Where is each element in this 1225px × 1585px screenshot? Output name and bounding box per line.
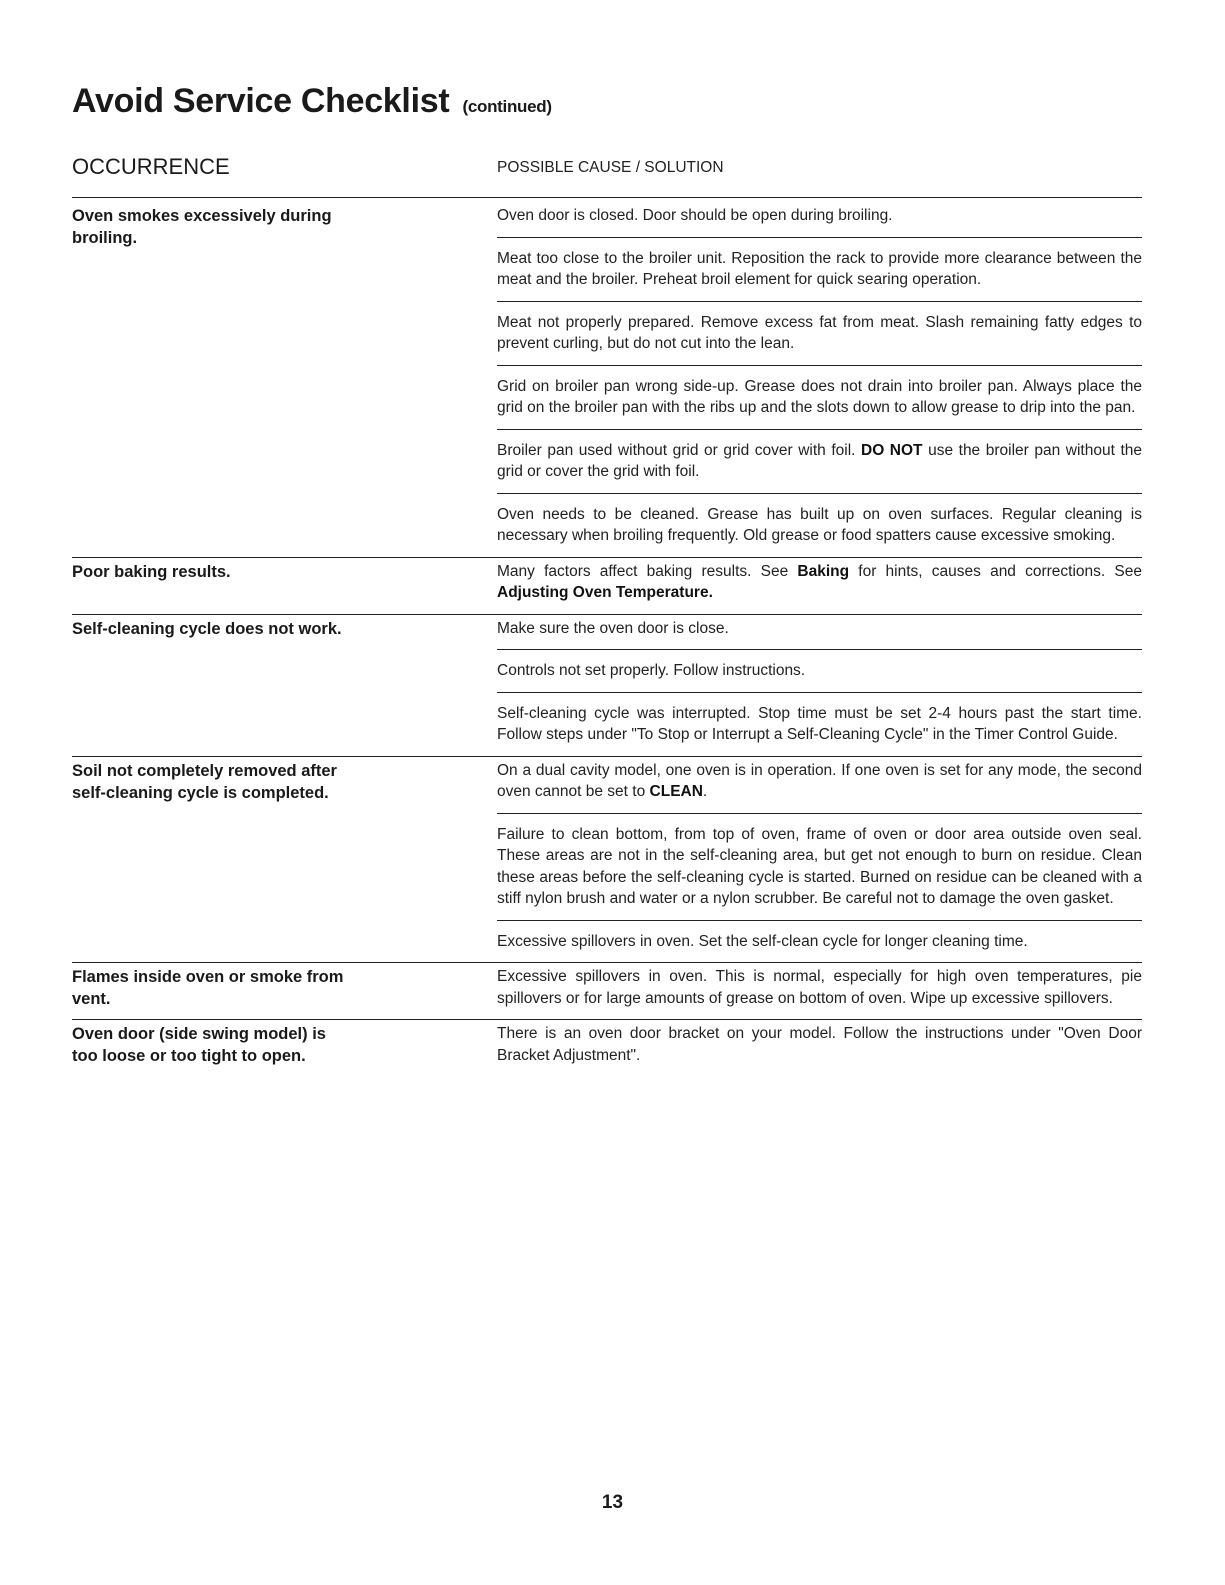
occurrence-text: Soil not completely removed after self-cleaning cycle is completed. xyxy=(72,761,337,802)
solution-text: Meat not properly prepared. Remove excess fat from meat. Slash remaining fatty edges to prevent curling, but do not cut into the lean. xyxy=(497,313,1142,352)
solution-text: Failure to clean bottom, from top of oven, frame of oven or door area outside oven seal. These areas are not in the self-cleaning area, but get not enough to burn on residue. Clean these areas before the self-cleaning cycle is started. Burned on residue can be cleaned with a stiff nylon brush and water or a nylon scrubber. Be careful not to damage the oven gasket. xyxy=(497,825,1142,907)
solution-text: . xyxy=(702,783,708,800)
solution-text: There is an oven door bracket on your model. Follow the instructions under "Oven Door Bracket Adjustment". xyxy=(497,1025,1142,1064)
solution-text: Excessive spillovers in oven. This is normal, especially for high oven temperatures, pie spillovers or for large amounts of grease on bottom of oven. Wipe up excessive spillovers. xyxy=(497,968,1142,1007)
occurrence-text: Self-cleaning cycle does not work. xyxy=(72,619,342,638)
solution-column-header: POSSIBLE CAUSE / SOLUTION xyxy=(497,159,724,176)
solution-item xyxy=(497,365,1142,429)
solution-text: Controls not set properly. Follow instructions. xyxy=(497,662,806,679)
solution-item xyxy=(497,558,1142,614)
solution-text: for hints, causes and corrections. See xyxy=(849,562,1142,580)
solution-item xyxy=(497,493,1142,557)
page-title xyxy=(72,82,552,121)
checklist-row xyxy=(72,202,1142,557)
solution-list xyxy=(497,963,1142,1019)
solution-item xyxy=(497,615,1142,650)
solution-item xyxy=(497,202,1142,237)
solution-list xyxy=(497,1020,1142,1076)
solution-item xyxy=(497,920,1142,963)
solution-text: On a dual cavity model, one oven is in operation. If one oven is set for any mode, the second oven cannot be set to xyxy=(497,761,1142,800)
emphasis-text: Adjusting Oven Temperature. xyxy=(497,584,713,601)
title-suffix: (continued) xyxy=(462,97,552,116)
checklist-row xyxy=(72,1019,1142,1076)
solution-item xyxy=(497,692,1142,756)
emphasis-text: Baking xyxy=(797,562,850,580)
solution-text: Oven needs to be cleaned. Grease has built up on oven surfaces. Regular cleaning is necessary when broiling frequently. Old grease or food spatters cause excessive smoking. xyxy=(497,505,1142,544)
solution-text: Meat too close to the broiler unit. Reposition the rack to provide more clearance between the meat and the broiler. Preheat broil element for quick searing operation. xyxy=(497,249,1142,288)
occurrence-column-header: OCCURRENCE xyxy=(72,154,230,179)
checklist-row xyxy=(72,614,1142,756)
solution-item xyxy=(497,301,1142,365)
solution-item xyxy=(497,649,1142,692)
solution-item xyxy=(497,757,1142,813)
solution-item xyxy=(497,963,1142,1019)
emphasis-text: CLEAN xyxy=(649,783,703,800)
header-rule xyxy=(72,197,1142,198)
solution-list xyxy=(497,558,1142,614)
solution-text: Oven door is closed. Door should be open during broiling. xyxy=(497,207,893,224)
checklist-row xyxy=(72,756,1142,963)
checklist-row xyxy=(72,962,1142,1019)
occurrence-text: Poor baking results. xyxy=(72,562,231,581)
title-text: Avoid Service Checklist xyxy=(72,82,450,120)
solution-text: Broiler pan used without grid or grid cover with foil. xyxy=(497,441,861,459)
solution-text: use the broiler pan without the grid or cover the grid with foil. xyxy=(497,441,1142,480)
solution-list xyxy=(497,202,1142,557)
solution-text: Grid on broiler pan wrong side-up. Grease does not drain into broiler pan. Always place the grid on the broiler pan with the ribs up and the slots down to allow grease to drip into the pan. xyxy=(497,377,1142,416)
emphasis-text: DO NOT xyxy=(861,441,923,459)
solution-text: Many factors affect baking results. See xyxy=(497,562,798,580)
solution-text: Make sure the oven door is close. xyxy=(497,619,729,637)
occurrence-text: Oven door (side swing model) is too loose or too tight to open. xyxy=(72,1025,326,1065)
solution-item xyxy=(497,813,1142,920)
solution-list xyxy=(497,615,1142,756)
solution-item xyxy=(497,237,1142,301)
solution-text: Excessive spillovers in oven. Set the self-clean cycle for longer cleaning time. xyxy=(497,932,1028,950)
checklist-row xyxy=(72,557,1142,614)
checklist-table xyxy=(72,202,1142,1076)
solution-item xyxy=(497,429,1142,493)
solution-text: Self-cleaning cycle was interrupted. Stop time must be set 2-4 hours past the start time. Follow steps under "To Stop or Interrupt a Self-Cleaning Cycle" in the Timer Control Guide. xyxy=(497,704,1142,743)
page-number: 13 xyxy=(601,1492,624,1513)
solution-item xyxy=(497,1020,1142,1076)
solution-list xyxy=(497,757,1142,963)
occurrence-text: Flames inside oven or smoke from vent. xyxy=(72,968,344,1008)
occurrence-text: Oven smokes excessively during broiling. xyxy=(72,207,332,247)
